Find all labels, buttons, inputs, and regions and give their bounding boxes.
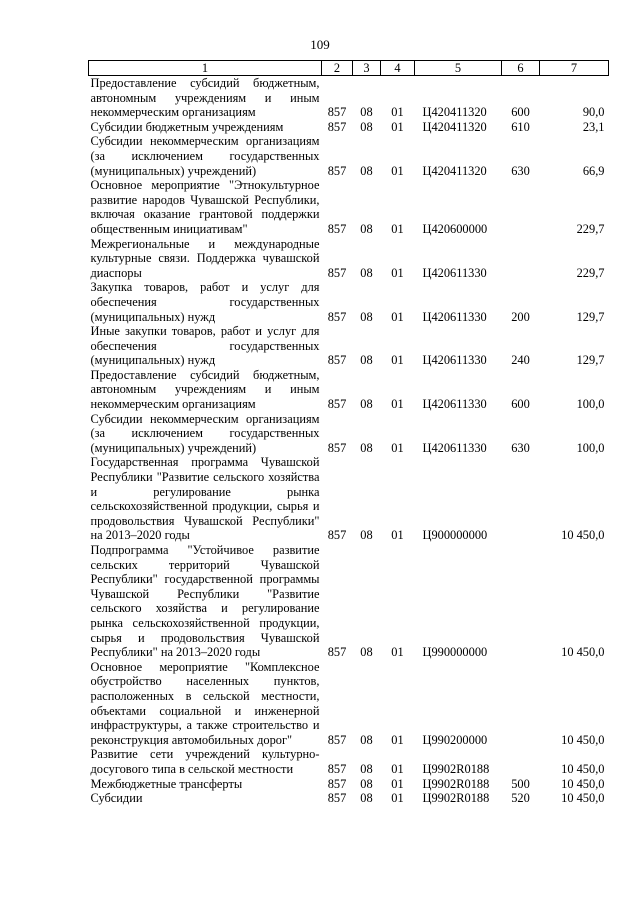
row-target-article: Ц420411320: [422, 163, 487, 178]
row-expense-type: [502, 455, 540, 543]
row-subsection: 01: [391, 353, 404, 368]
budget-table: [88, 60, 609, 806]
table-header-row: [89, 61, 609, 76]
row-target-article: Ц420611330: [422, 353, 487, 368]
table-body: [89, 76, 609, 806]
row-section: 08: [360, 528, 373, 543]
row-target-article: Ц420411320: [422, 119, 487, 134]
row-admin-code: 857: [327, 105, 347, 120]
page-number: 109: [310, 37, 330, 52]
row-expense-type: 500: [511, 776, 530, 791]
row-subsection: 01: [391, 528, 404, 543]
row-subsection: 01: [391, 761, 404, 776]
row-section: 08: [360, 119, 373, 134]
row-name: Субсидии бюджетным учреждениям: [90, 119, 284, 134]
table-row: [89, 791, 609, 806]
row-admin-code: 857: [327, 528, 347, 543]
row-admin-code: 857: [327, 791, 347, 806]
row-amount: 100,0: [576, 440, 605, 455]
row-expense-type: 520: [511, 791, 530, 806]
row-name: Развитие сети учреждений культурно-досугового типа в сельской местности: [90, 747, 320, 776]
row-expense-type: [502, 178, 540, 236]
row-name: Субсидии некоммерческим организациям (за исключением государственных (муниципальных) учреждений): [90, 134, 320, 178]
row-section: 08: [360, 105, 373, 120]
table-row: [89, 280, 609, 324]
row-target-article: Ц900000000: [422, 528, 488, 543]
column-header: 6: [502, 61, 540, 76]
row-target-article: Ц990000000: [422, 645, 488, 660]
row-subsection: 01: [391, 119, 404, 134]
row-admin-code: 857: [327, 397, 347, 412]
row-amount: 129,7: [576, 353, 605, 368]
table-row: [89, 368, 609, 412]
row-section: 08: [360, 440, 373, 455]
row-name: Подпрограмма "Устойчивое развитие сельских территорий Чувашской Республики" государственной программы Чувашской Республики "Развитие сельского хозяйства и регулирование рынка сельскохозяйственной продукции, сырья и продовольствия Чувашской Республики" на 2013–2020 годы: [90, 543, 320, 660]
row-section: 08: [360, 776, 373, 791]
row-expense-type: 600: [511, 105, 530, 120]
row-target-article: Ц9902R0188: [422, 791, 490, 806]
row-expense-type: [502, 237, 540, 281]
row-amount: 10 450,0: [561, 732, 605, 747]
row-target-article: Ц420611330: [422, 397, 487, 412]
table-row: [89, 747, 609, 776]
row-subsection: 01: [391, 732, 404, 747]
table-row: [89, 660, 609, 748]
row-target-article: Ц420611330: [422, 309, 487, 324]
table-row: [89, 134, 609, 178]
table-row: [89, 76, 609, 120]
row-target-article: Ц9902R0188: [422, 776, 490, 791]
table-row: [89, 455, 609, 543]
table-row: [89, 237, 609, 281]
row-name: Субсидии некоммерческим организациям (за исключением государственных (муниципальных) учреждений): [90, 411, 320, 455]
row-subsection: 01: [391, 645, 404, 660]
row-subsection: 01: [391, 791, 404, 806]
row-section: 08: [360, 761, 373, 776]
row-admin-code: 857: [327, 761, 347, 776]
row-target-article: Ц420600000: [422, 221, 488, 236]
table-row: [89, 120, 609, 135]
row-target-article: Ц420411320: [422, 105, 487, 120]
row-amount: 66,9: [582, 163, 605, 178]
row-expense-type: 200: [511, 309, 530, 324]
row-admin-code: 857: [327, 645, 347, 660]
row-name: Основное мероприятие "Комплексное обустройство населенных пунктов, расположенных в сельской местности, объектами социальной и инженерной инфраструктуры, а также строительство и реконструкция автомобильных дорог": [90, 659, 320, 747]
row-name: Предоставление субсидий бюджетным, автономным учреждениям и иным некоммерческим организациям: [90, 76, 320, 120]
row-admin-code: 857: [327, 440, 347, 455]
row-target-article: Ц9902R0188: [422, 761, 490, 776]
column-header: 5: [415, 61, 502, 76]
row-subsection: 01: [391, 776, 404, 791]
row-amount: 129,7: [576, 309, 605, 324]
column-header: 1: [89, 61, 322, 76]
row-section: 08: [360, 163, 373, 178]
row-amount: 229,7: [576, 265, 605, 280]
row-subsection: 01: [391, 309, 404, 324]
row-subsection: 01: [391, 265, 404, 280]
row-name: Государственная программа Чувашской Республики "Развитие сельского хозяйства и регулирование рынка сельскохозяйственной продукции, сырья и продовольствия Чувашской Республики" на 2013–2020 годы: [90, 455, 320, 543]
row-subsection: 01: [391, 397, 404, 412]
row-expense-type: 630: [511, 163, 530, 178]
row-section: 08: [360, 397, 373, 412]
row-amount: 10 450,0: [561, 528, 605, 543]
row-admin-code: 857: [327, 309, 347, 324]
column-header: 4: [381, 61, 415, 76]
row-expense-type: 600: [511, 397, 530, 412]
row-admin-code: 857: [327, 265, 347, 280]
row-amount: 10 450,0: [561, 761, 605, 776]
row-subsection: 01: [391, 163, 404, 178]
row-section: 08: [360, 265, 373, 280]
row-target-article: Ц990200000: [422, 732, 488, 747]
row-admin-code: 857: [327, 221, 347, 236]
row-section: 08: [360, 309, 373, 324]
row-section: 08: [360, 791, 373, 806]
row-subsection: 01: [391, 221, 404, 236]
row-expense-type: 610: [511, 119, 530, 134]
row-expense-type: 630: [511, 440, 530, 455]
row-admin-code: 857: [327, 119, 347, 134]
row-expense-type: [502, 543, 540, 660]
table-row: [89, 777, 609, 792]
row-target-article: Ц420611330: [422, 440, 487, 455]
row-subsection: 01: [391, 440, 404, 455]
row-name: Межрегиональные и международные культурные связи. Поддержка чувашской диаспоры: [90, 236, 320, 280]
row-amount: 100,0: [576, 397, 605, 412]
row-section: 08: [360, 732, 373, 747]
table-row: [89, 178, 609, 236]
row-amount: 10 450,0: [561, 791, 605, 806]
row-admin-code: 857: [327, 163, 347, 178]
row-amount: 90,0: [582, 105, 605, 120]
row-name: Субсидии: [90, 791, 143, 806]
row-section: 08: [360, 353, 373, 368]
column-header: 7: [540, 61, 609, 76]
row-admin-code: 857: [327, 353, 347, 368]
row-amount: 229,7: [576, 221, 605, 236]
row-section: 08: [360, 221, 373, 236]
row-expense-type: [502, 747, 540, 776]
table-row: [89, 324, 609, 368]
row-amount: 23,1: [582, 119, 605, 134]
row-name: Иные закупки товаров, работ и услуг для обеспечения государственных (муниципальных) нужд: [90, 324, 320, 368]
row-name: Закупка товаров, работ и услуг для обеспечения государственных (муниципальных) нужд: [90, 280, 320, 324]
row-target-article: Ц420611330: [422, 265, 487, 280]
row-name: Основное мероприятие "Этнокультурное развитие народов Чувашской Республики, включая оказание грантовой поддержки общественным инициативам": [90, 178, 320, 236]
row-amount: 10 450,0: [561, 645, 605, 660]
row-admin-code: 857: [327, 776, 347, 791]
row-expense-type: [502, 660, 540, 748]
row-subsection: 01: [391, 105, 404, 120]
row-name: Предоставление субсидий бюджетным, автономным учреждениям и иным некоммерческим организациям: [90, 367, 320, 412]
table-row: [89, 412, 609, 456]
column-header: 2: [322, 61, 353, 76]
column-header: 3: [353, 61, 381, 76]
row-name: Межбюджетные трансферты: [90, 776, 243, 791]
row-admin-code: 857: [327, 732, 347, 747]
row-expense-type: 240: [511, 353, 530, 368]
row-section: 08: [360, 645, 373, 660]
row-amount: 10 450,0: [561, 776, 605, 791]
table-row: [89, 543, 609, 660]
